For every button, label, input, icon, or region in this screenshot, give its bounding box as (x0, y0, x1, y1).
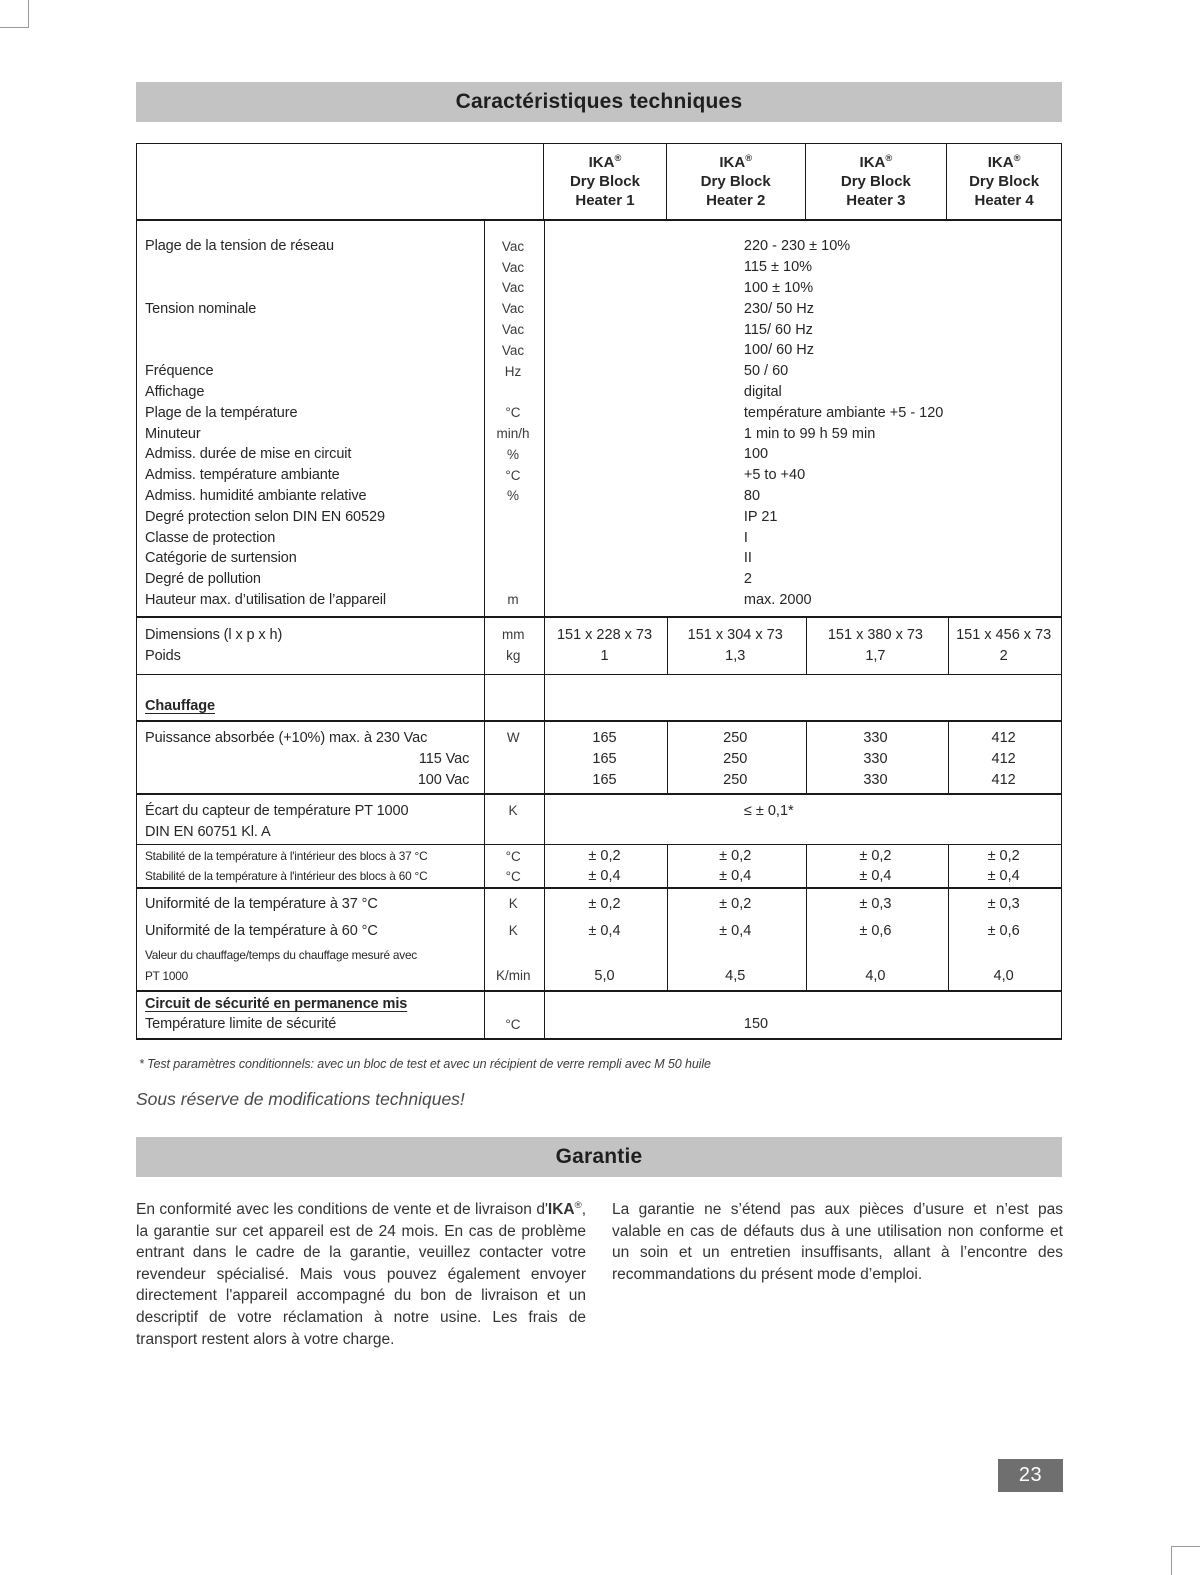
table-column-divider (948, 722, 949, 793)
table-section-general (137, 219, 1061, 616)
warranty-paragraph-right (612, 1199, 1063, 1285)
row-label: PT 1000 (145, 968, 188, 983)
row-value-heater-2: ± 0,4 (719, 868, 752, 885)
row-value-all-models: IP 21 (743, 508, 778, 525)
row-value-heater-2: 4,5 (725, 967, 746, 984)
table-row (137, 298, 1061, 319)
row-label: Admiss. humidité ambiante relative (145, 487, 367, 504)
row-unit: % (506, 446, 519, 462)
row-unit: K (508, 803, 518, 819)
row-value-all-models: 230/ 50 Hz (743, 300, 815, 317)
table-header-heater-3: IKA® Dry Block Heater 3 (805, 144, 947, 219)
table-row (137, 361, 1061, 382)
row-value-heater-1: 5,0 (594, 967, 615, 984)
table-row (137, 319, 1061, 340)
row-value-heater-3: 330 (863, 750, 888, 767)
row-label: Tension nominale (145, 300, 257, 317)
table-header-heater-4: IKA® Dry Block Heater 4 (946, 144, 1061, 219)
table-column-divider (948, 889, 949, 990)
table-column-divider (484, 221, 485, 616)
row-value-all-models: ≤ ± 0,1* (743, 802, 794, 819)
row-value-all-models: max. 2000 (743, 591, 812, 608)
row-unit: Vac (501, 259, 525, 275)
table-column-divider (667, 845, 668, 887)
table-row (137, 769, 1061, 790)
paragraph-text: IKA (547, 1201, 575, 1218)
table-column-divider (667, 889, 668, 990)
row-value-all-models: 150 (743, 1016, 769, 1033)
table-column-divider (484, 795, 485, 844)
table-row (137, 866, 1061, 886)
row-value-all-models: 2 (743, 571, 752, 588)
row-label: Stabilité de la température à l'intérieur des blocs à 37 °C (145, 849, 428, 864)
table-column-divider (948, 618, 949, 674)
row-value-heater-2: 250 (723, 729, 748, 746)
table-row (137, 444, 1061, 465)
row-value-heater-2: 1,3 (725, 647, 746, 664)
row-value-heater-1: ± 0,2 (588, 895, 621, 912)
row-value-all-models: 100 (743, 446, 769, 463)
row-value-heater-4: 2 (999, 647, 1008, 664)
paragraph-text: En conformité avec les conditions de vente et de livraison d' (136, 1201, 548, 1218)
row-value-all-models: 100 ± 10% (743, 279, 814, 296)
row-value-heater-3: ± 0,2 (859, 848, 892, 865)
row-value-heater-3: 4,0 (865, 967, 886, 984)
tech-specs-table (136, 143, 1062, 1040)
table-column-divider (544, 221, 545, 616)
table-row (137, 382, 1061, 403)
table-column-divider (667, 618, 668, 674)
row-value-all-models: 80 (743, 487, 761, 504)
row-value-heater-3: 151 x 380 x 73 (827, 626, 923, 643)
crop-mark-bottom-right (1171, 1546, 1172, 1575)
row-value-heater-4: 4,0 (993, 967, 1014, 984)
row-label: Hauteur max. d’utilisation de l’appareil (145, 591, 387, 608)
row-unit: K/min (495, 968, 531, 984)
row-value-heater-1: ± 0,4 (588, 922, 621, 939)
table-row (137, 920, 1061, 941)
row-label: Plage de la tension de réseau (145, 238, 334, 255)
table-row (137, 257, 1061, 278)
row-value-heater-3: ± 0,4 (859, 868, 892, 885)
paragraph-text: ® (574, 1199, 582, 1211)
table-column-divider (806, 618, 807, 674)
row-value-heater-1: ± 0,2 (588, 848, 621, 865)
row-value-all-models: +5 to +40 (743, 467, 806, 484)
warranty-paragraph-left (136, 1199, 586, 1350)
table-row (137, 506, 1061, 527)
table-row (137, 486, 1061, 507)
row-label: Uniformité de la température à 60 °C (145, 922, 378, 939)
paragraph-text: , la garantie sur cet appareil est de 24 mois. En cas de problème entrant dans le cadre de la garantie, veuillez contacter votre revendeur spécialisé. Mais vous pouvez également envoyer directement l'appareil accompagné du bon de livraison et un descriptif de votre réclamation à notre usine. Les frais de transport restent alors à votre charge. (136, 1201, 586, 1348)
table-row (137, 727, 1061, 748)
row-value-all-models: 115/ 60 Hz (743, 321, 813, 338)
warranty-section-header (136, 1137, 1062, 1177)
row-value-heater-2: 250 (723, 750, 748, 767)
row-label: Plage de la température (145, 404, 298, 421)
row-label: Fréquence (145, 363, 214, 380)
table-column-divider (544, 889, 545, 990)
table-column-divider (544, 845, 545, 887)
table-row (137, 944, 1061, 965)
row-value-heater-2: ± 0,2 (719, 895, 752, 912)
table-section-ecart (137, 793, 1061, 844)
row-label: Stabilité de la température à l'intérieur des blocs à 60 °C (145, 869, 428, 884)
table-column-divider (484, 845, 485, 887)
row-value-heater-3: ± 0,6 (859, 922, 892, 939)
row-unit: mm (501, 627, 525, 643)
row-value-heater-3: ± 0,3 (859, 895, 892, 912)
row-value-heater-4: ± 0,4 (987, 868, 1020, 885)
modifications-disclaimer: Sous réserve de modifications techniques! (136, 1089, 465, 1109)
row-value-heater-4: 412 (991, 771, 1016, 788)
row-value-heater-1: 151 x 228 x 73 (556, 626, 653, 643)
table-row (137, 624, 1061, 645)
table-header-heater-2: IKA® Dry Block Heater 2 (666, 144, 805, 219)
row-label: DIN EN 60751 Kl. A (145, 823, 271, 840)
row-label: Admiss. température ambiante (145, 467, 340, 484)
row-unit: % (506, 488, 519, 504)
table-header-spacer (137, 144, 543, 219)
table-row (137, 278, 1061, 299)
paragraph-text: La garantie ne s’étend pas aux pièces d’usure et n’est pas valable en cas de défauts dus à une utilisation non conforme et un soin et un entretien insuffisants, allant à l’encontre des recommandations du présent mode d’emploi. (612, 1201, 1063, 1283)
row-label: Température limite de sécurité (145, 1016, 337, 1033)
table-section-uniformite (137, 887, 1061, 990)
table-column-divider (484, 889, 485, 990)
table-row (137, 748, 1061, 769)
table-section-chauffage (137, 674, 1061, 720)
row-unit: Vac (501, 301, 525, 317)
row-value-heater-2: 250 (723, 771, 748, 788)
table-section-stabilite (137, 844, 1061, 887)
row-unit: Vac (501, 280, 525, 296)
row-value-all-models: 115 ± 10% (743, 259, 813, 276)
table-row (137, 1014, 1061, 1034)
table-column-divider (806, 845, 807, 887)
table-column-divider (544, 675, 545, 720)
table-row (137, 465, 1061, 486)
table-row (137, 846, 1061, 866)
row-label: Admiss. durée de mise en circuit (145, 446, 352, 463)
row-value-heater-4: 412 (991, 729, 1016, 746)
table-row (137, 994, 1061, 1014)
row-value-all-models: température ambiante +5 - 120 (743, 404, 944, 421)
row-unit: kg (506, 648, 521, 664)
table-column-divider (948, 845, 949, 887)
row-value-all-models: II (743, 550, 752, 567)
row-value-heater-3: 330 (863, 771, 888, 788)
row-value-heater-1: 1 (600, 647, 609, 664)
row-unit: W (506, 730, 520, 746)
table-row (137, 569, 1061, 590)
crop-mark-top-left (0, 27, 29, 28)
table-row (137, 800, 1061, 821)
table-row (137, 548, 1061, 569)
table-column-divider (544, 618, 545, 674)
row-value-heater-4: ± 0,2 (987, 848, 1020, 865)
table-section-dimensions (137, 616, 1061, 674)
table-column-divider (667, 722, 668, 793)
row-value-all-models: digital (743, 383, 782, 400)
row-unit: K (508, 923, 518, 939)
tech-section-header (136, 82, 1062, 122)
row-label: 100 Vac (417, 771, 470, 788)
row-label: Valeur du chauffage/temps du chauffage mesuré avec (145, 947, 418, 962)
row-value-heater-4: 151 x 456 x 73 (956, 626, 1052, 643)
row-label: Degré protection selon DIN EN 60529 (145, 508, 385, 525)
table-row (137, 695, 1061, 717)
row-unit: Vac (501, 238, 525, 254)
row-unit: °C (505, 868, 521, 884)
table-section-puissance (137, 720, 1061, 793)
row-label: Degré de pollution (145, 571, 261, 588)
tech-section-title: Caractéristiques techniques (455, 90, 743, 113)
table-column-divider (484, 675, 485, 720)
row-value-heater-4: ± 0,3 (987, 895, 1020, 912)
table-column-divider (484, 618, 485, 674)
table-row (137, 893, 1061, 914)
row-value-all-models: I (743, 529, 748, 546)
row-value-heater-3: 1,7 (865, 647, 886, 664)
row-label: Affichage (145, 383, 205, 400)
row-label: Puissance absorbée (+10%) max. à 230 Vac (145, 729, 428, 746)
table-row (137, 821, 1061, 842)
table-row (137, 340, 1061, 361)
row-unit: Hz (504, 363, 522, 379)
row-label: Écart du capteur de température PT 1000 (145, 802, 409, 819)
row-value-all-models: 1 min to 99 h 59 min (743, 425, 876, 442)
table-column-divider (484, 722, 485, 793)
row-value-heater-2: ± 0,2 (719, 848, 752, 865)
page-number-badge (998, 1459, 1063, 1492)
row-value-heater-3: 330 (863, 729, 888, 746)
row-unit: °C (505, 1016, 521, 1032)
row-unit: Vac (501, 322, 525, 338)
row-value-all-models: 100/ 60 Hz (743, 342, 815, 359)
row-value-heater-1: 165 (592, 771, 617, 788)
table-header-heater-1: IKA® Dry Block Heater 1 (543, 144, 666, 219)
row-unit: °C (505, 848, 521, 864)
table-header-row (137, 144, 1061, 219)
row-label: Dimensions (l x p x h) (145, 626, 283, 643)
table-column-divider (484, 992, 485, 1038)
table-row (137, 527, 1061, 548)
row-label: Classe de protection (145, 529, 276, 546)
row-unit: °C (505, 405, 521, 421)
row-value-heater-4: 412 (991, 750, 1016, 767)
table-section-circuit (137, 990, 1061, 1038)
row-label: Minuteur (145, 425, 201, 442)
crop-mark-bottom-right (1171, 1546, 1200, 1547)
row-value-heater-1: 165 (592, 750, 617, 767)
row-unit: min/h (496, 426, 530, 442)
crop-mark-top-left (28, 0, 29, 28)
warranty-section-title: Garantie (555, 1145, 643, 1168)
table-footnote: * Test paramètres conditionnels: avec un bloc de test et avec un récipient de verre rempli avec M 50 huile (139, 1057, 711, 1071)
row-value-all-models: 220 - 230 ± 10% (743, 238, 851, 255)
table-row (137, 236, 1061, 257)
table-row (137, 590, 1061, 611)
row-unit: Vac (501, 342, 525, 358)
table-row (137, 965, 1061, 986)
row-unit: m (507, 592, 519, 608)
table-column-divider (544, 795, 545, 844)
row-label: 115 Vac (418, 750, 470, 767)
page-number: 23 (1018, 1464, 1043, 1486)
row-value-heater-1: 165 (592, 729, 617, 746)
row-unit: °C (505, 467, 521, 483)
row-value-heater-2: 151 x 304 x 73 (687, 626, 783, 643)
table-row (137, 402, 1061, 423)
row-label: Catégorie de surtension (145, 550, 297, 567)
table-row (137, 423, 1061, 444)
row-value-heater-2: ± 0,4 (719, 922, 752, 939)
table-column-divider (544, 722, 545, 793)
row-label: Chauffage (145, 698, 215, 715)
row-label: Uniformité de la température à 37 °C (145, 895, 378, 912)
table-column-divider (544, 992, 545, 1038)
row-label: Circuit de sécurité en permanence mis (145, 996, 408, 1013)
row-value-heater-4: ± 0,6 (987, 922, 1020, 939)
row-value-all-models: 50 / 60 (743, 363, 789, 380)
table-column-divider (806, 722, 807, 793)
row-label: Poids (145, 647, 181, 664)
table-row (137, 645, 1061, 666)
row-unit: K (508, 896, 518, 912)
row-value-heater-1: ± 0,4 (588, 868, 621, 885)
table-column-divider (806, 889, 807, 990)
